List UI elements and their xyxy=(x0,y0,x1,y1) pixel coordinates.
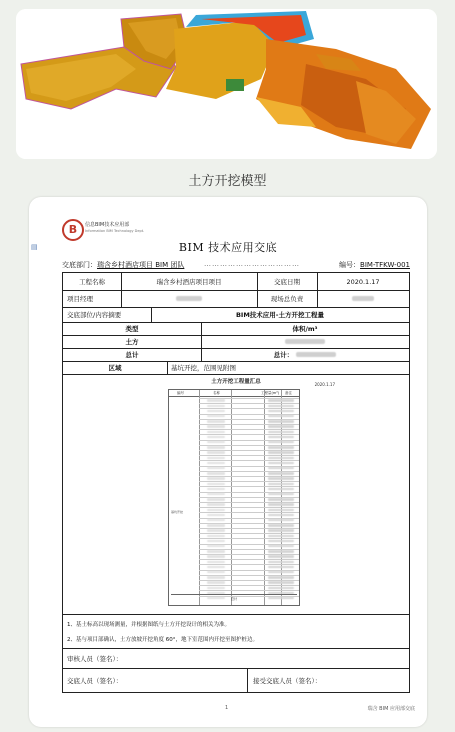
mini-row-name xyxy=(207,472,225,475)
mini-row-value xyxy=(268,503,294,506)
mini-table-date: 2020.1.17 xyxy=(314,382,335,387)
table-row: 项目经理 现场总负责 xyxy=(63,290,409,308)
mini-row-name xyxy=(207,540,225,543)
logo-mark: B xyxy=(62,219,84,241)
mini-row-name xyxy=(207,503,225,506)
mini-row-value xyxy=(268,420,294,423)
note-1: 1、基土标高以现场测量，并根据图纸与土方开挖设计的相关为准。 xyxy=(67,622,231,628)
document-page xyxy=(29,197,427,727)
model-image xyxy=(16,9,437,159)
mini-row-name xyxy=(207,451,225,454)
mini-row-name xyxy=(207,581,225,584)
mini-left-label: 基坑开挖 xyxy=(171,510,184,514)
mini-row-name xyxy=(207,514,225,517)
mini-row-value xyxy=(268,399,294,402)
dotted-leader: ……………………………… xyxy=(204,260,300,268)
mini-row-name xyxy=(207,529,225,532)
mini-row-value xyxy=(268,555,294,558)
mini-row-value xyxy=(268,446,294,449)
mini-row-name xyxy=(207,425,225,428)
mini-row-value xyxy=(268,535,294,538)
dept-field: 交底部门：瑞含乡村酒店项目 BIM 团队 xyxy=(62,261,185,269)
table-row: 类型 体积/m³ xyxy=(63,322,409,336)
disclosure-table xyxy=(62,272,410,693)
notes-row xyxy=(63,614,409,649)
mini-row-name xyxy=(207,410,225,413)
mini-row-value xyxy=(268,405,294,408)
mini-row-value xyxy=(268,488,294,491)
mini-row-value xyxy=(268,576,294,579)
mini-row-name xyxy=(207,571,225,574)
mini-row-value xyxy=(268,451,294,454)
signer-row: 交底人员（签名）： 接受交底人员（签名）： xyxy=(63,668,409,692)
mini-row-value xyxy=(268,550,294,553)
table-row: 土方 xyxy=(63,335,409,349)
document-title: BIM 技术应用交底 xyxy=(178,241,278,254)
mini-row-value xyxy=(268,431,294,434)
mini-table-title: 土方开挖工程量汇总 xyxy=(211,379,261,385)
mini-row-name xyxy=(207,550,225,553)
note-2: 2、基与项目部确认，土方放坡开挖角度 60°，地下室范围内开挖至图护桩边。 xyxy=(67,637,258,643)
mini-row-value xyxy=(268,529,294,532)
mini-row-name xyxy=(207,405,225,408)
mini-row-value xyxy=(268,566,294,569)
mini-row-name xyxy=(207,462,225,465)
mini-row-value xyxy=(268,457,294,460)
mini-row-value xyxy=(268,581,294,584)
mini-row-name xyxy=(207,493,225,496)
doc-outline-icon: ▤ xyxy=(31,243,38,251)
mini-row-name xyxy=(207,483,225,486)
footer-text: 瑞含 BIM 应用部交底 xyxy=(367,706,415,712)
mini-row-name xyxy=(207,431,225,434)
mini-row-name xyxy=(207,535,225,538)
summary-table-image xyxy=(63,374,409,615)
mini-row-value xyxy=(268,477,294,480)
mini-row-name xyxy=(207,576,225,579)
mini-row-value xyxy=(268,472,294,475)
mini-row-value xyxy=(268,498,294,501)
mini-total-row: 总计 xyxy=(171,594,297,601)
reviewer-row: 审核人员（签名）： xyxy=(63,648,409,669)
model-caption: 土方开挖模型 xyxy=(188,174,267,189)
mini-row-value xyxy=(268,524,294,527)
company-logo xyxy=(62,219,145,241)
mini-row-name xyxy=(207,488,225,491)
mini-row-name xyxy=(207,436,225,439)
mini-row-name xyxy=(207,561,225,564)
mini-row-name xyxy=(207,545,225,548)
table-row: 工程名称 瑞含乡村酒店项目项目 交底日期 2020.1.17 xyxy=(63,273,409,291)
earthwork-model-render xyxy=(16,9,437,159)
table-row: 区域 基坑开挖，范围见附图 xyxy=(63,361,409,375)
mini-row-name xyxy=(207,509,225,512)
mini-row-name xyxy=(207,457,225,460)
mini-row-name xyxy=(207,441,225,444)
mini-row-name xyxy=(207,498,225,501)
mini-row-name xyxy=(207,415,225,418)
mini-row-value xyxy=(268,425,294,428)
mini-row-name xyxy=(207,587,225,590)
mini-row-name xyxy=(207,420,225,423)
mini-row-name xyxy=(207,477,225,480)
logo-name: 信息BIM技术应用部 xyxy=(85,222,130,228)
mini-row-value xyxy=(268,483,294,486)
mini-row-value xyxy=(268,587,294,590)
mini-table xyxy=(168,389,300,606)
mini-row-name xyxy=(207,519,225,522)
mini-header-row: 编号 名称 工程量(m³) 备注 xyxy=(169,390,299,397)
mini-row-value xyxy=(268,410,294,413)
logo-subtitle: Information BIM Technology Dept. xyxy=(85,229,145,233)
mini-row-value xyxy=(268,561,294,564)
mini-row-name xyxy=(207,467,225,470)
table-row: 总计 总计： xyxy=(63,348,409,362)
mini-row-name xyxy=(207,566,225,569)
mini-row-value xyxy=(268,514,294,517)
mini-row-name xyxy=(207,524,225,527)
mini-row-value xyxy=(268,540,294,543)
mini-row-name xyxy=(207,555,225,558)
code-field: 编号：BIM-TFKW-001 xyxy=(339,261,410,269)
table-row: 交底部位/内容摘要 BIM技术应用-土方开挖工程量 xyxy=(63,307,409,323)
page-number: 1 xyxy=(225,705,229,711)
mini-row-name xyxy=(207,399,225,402)
mini-row-name xyxy=(207,446,225,449)
mini-row-value xyxy=(268,436,294,439)
mini-row-value xyxy=(268,509,294,512)
mini-row-value xyxy=(268,462,294,465)
